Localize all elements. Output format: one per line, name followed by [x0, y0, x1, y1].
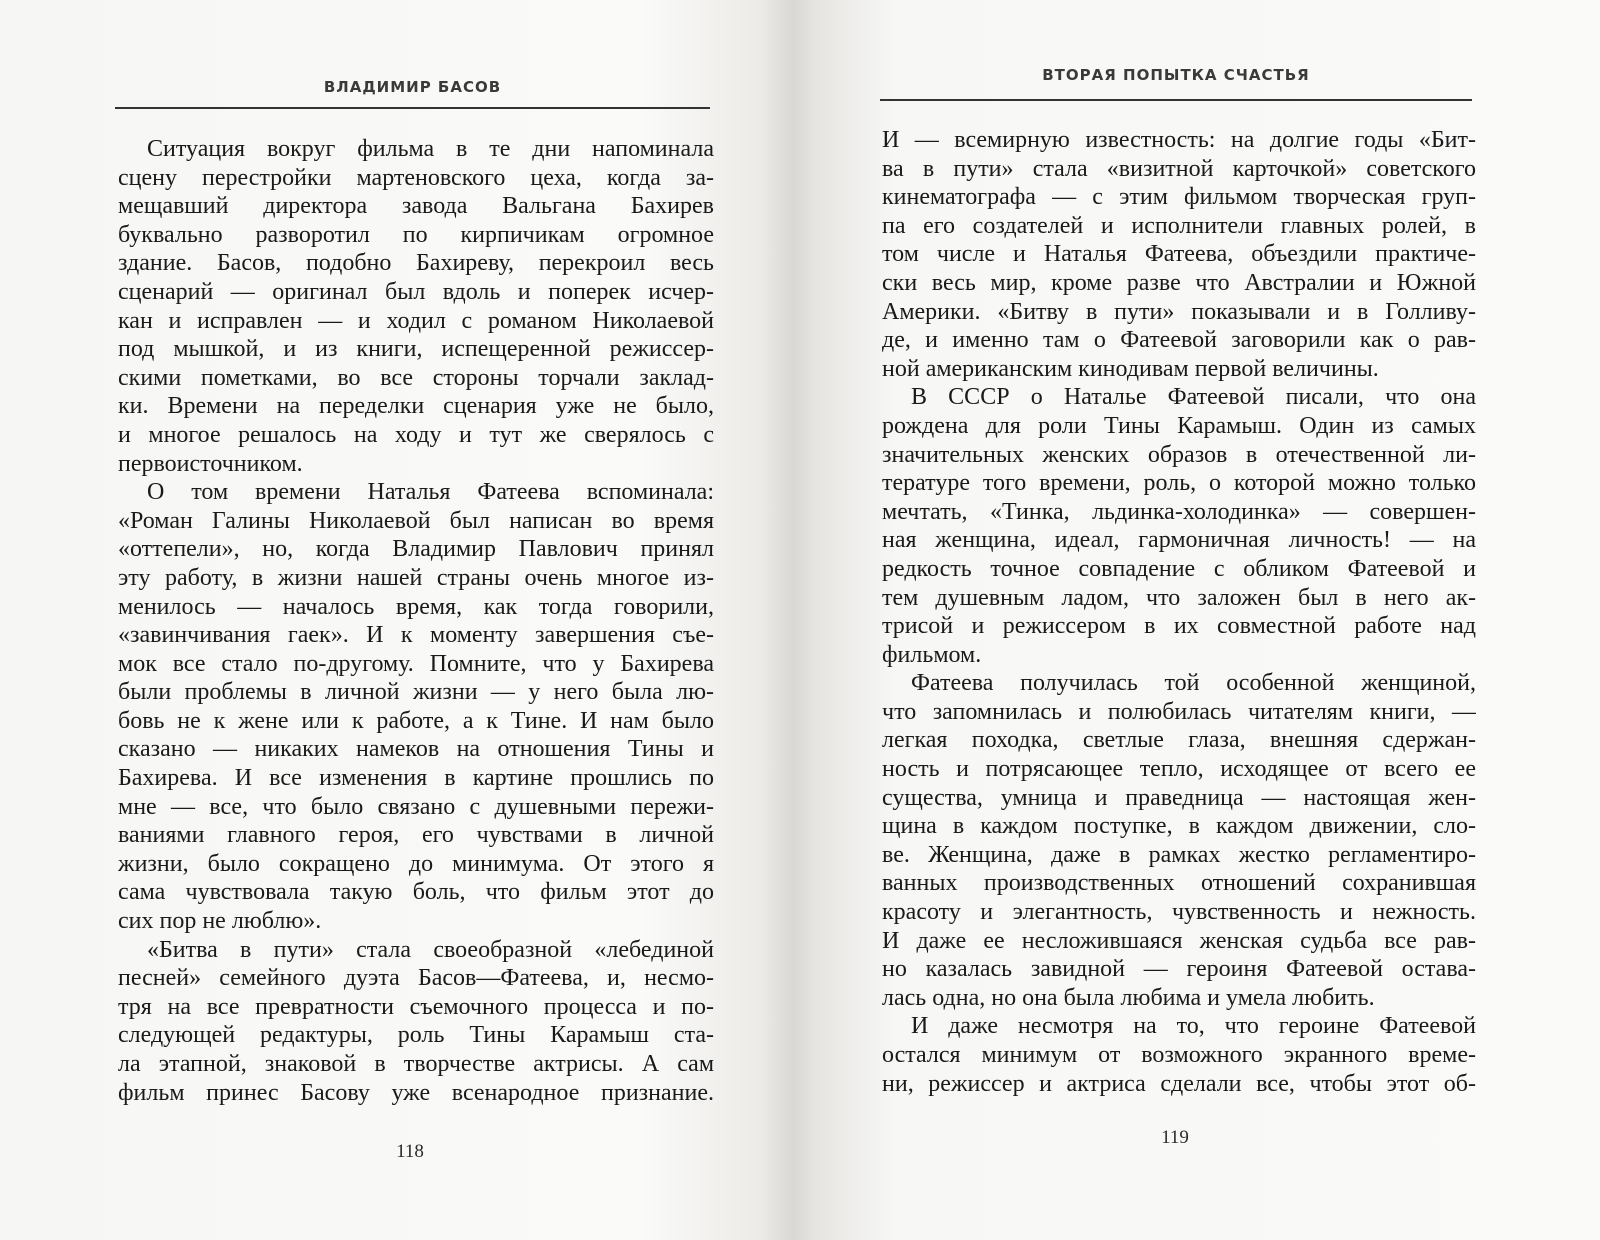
text-line: мечтать, «Тинка, льдинка-холодинка» — совершен-	[882, 498, 1476, 525]
text-line: остался минимум от возможного экранного време-	[882, 1042, 1476, 1068]
text-line: ванных производственных отношений сохранившая	[882, 870, 1476, 897]
text-line: «Битва в пути» стала своеобразной «лебединой	[147, 936, 714, 963]
text-line: па его создателей и исполнители главных ролей, в	[882, 212, 1476, 239]
body-text-left	[118, 135, 714, 1107]
text-line: первоисточником.	[118, 450, 303, 477]
text-line: скими пометками, во все стороны торчали заклад-	[118, 364, 714, 391]
text-line: менилось — началось время, как тогда говорили,	[118, 593, 714, 620]
text-line: тем душевным ладом, что заложен был в него ак-	[882, 584, 1476, 611]
text-line: существа, умница и праведница — настоящая жен-	[882, 784, 1476, 811]
text-line: ва в пути» стала «визитной карточкой» советского	[882, 155, 1476, 182]
text-line: под мышкой, и из книги, испещеренной режиссер-	[118, 336, 714, 363]
running-head-right: ВТОРАЯ ПОПЫТКА СЧАСТЬЯ	[1042, 66, 1310, 84]
text-line: ность и потрясающее тепло, исходящее от всего ее	[882, 756, 1476, 783]
text-line: фильмом.	[882, 641, 982, 668]
text-line: сцену перестройки мартеновского цеха, когда за-	[118, 164, 714, 191]
text-line: эту работу, в жизни нашей страны очень многое из-	[118, 564, 714, 591]
text-line: песней» семейного дуэта Басов—Фатеева, и, несмо-	[118, 965, 714, 992]
text-line: ной американским кинодивам первой величины.	[882, 355, 1379, 382]
text-line: ки. Времени на переделки сценария уже не было,	[118, 393, 714, 420]
header-rule-left	[115, 107, 710, 109]
text-line: фильм принес Басову уже всенародное признание.	[118, 1079, 714, 1106]
text-line: но казалась завидной — героиня Фатеевой остава-	[882, 956, 1476, 983]
text-line: бовь не к жене или к работе, а к Тине. И нам было	[118, 707, 714, 734]
text-line: Америки. «Битву в пути» показывали и в Голливу-	[882, 298, 1476, 325]
text-line: буквально разворотил по кирпичикам огромное	[118, 221, 714, 248]
text-line: ваниями главного героя, его чувствами в личной	[118, 822, 714, 849]
text-line: трисой и режиссером в их совместной работе над	[882, 613, 1476, 640]
text-line: В СССР о Наталье Фатеевой писали, что она	[911, 384, 1476, 411]
text-line: рождена для роли Тины Карамыш. Один из самых	[882, 412, 1476, 439]
text-line: кинематографа — с этим фильмом творческая груп-	[882, 184, 1476, 211]
text-line: тературе того времени, роль, о которой можно только	[882, 470, 1476, 497]
text-line: Бахирева. И все изменения в картине прошлись по	[118, 765, 714, 792]
header-rule-right	[880, 99, 1472, 101]
text-line: ная женщина, идеал, гармоничная личность! — на	[882, 527, 1476, 554]
text-line: О том времени Наталья Фатеева вспоминала:	[147, 479, 714, 506]
text-line: ла этапной, знаковой в творчестве актрисы. А сам	[118, 1051, 714, 1077]
page-number-left: 118	[396, 1141, 424, 1162]
text-line: тря на все превратности съемочного процесса и по-	[118, 993, 714, 1020]
right-page	[800, 0, 1600, 1240]
text-line: и многое решалось на ходу и тут же сверялось с	[118, 421, 714, 448]
text-line: следующей редактуры, роль Тины Карамыш ста-	[118, 1022, 714, 1049]
text-line: красоту и элегантность, чувственность и нежность.	[882, 899, 1476, 926]
text-line: легкая походка, светлые глаза, внешняя сдержан-	[882, 727, 1476, 754]
text-line: редкость точное совпадение с обликом Фатеевой и	[882, 555, 1476, 582]
text-line: Фатеева получилась той особенной женщиной,	[911, 670, 1476, 697]
text-line: что запомнилась и полюбилась читателям книги, —	[882, 698, 1476, 725]
page-number-right: 119	[1161, 1127, 1189, 1148]
text-line: сама чувствовала такую боль, что фильм этот до	[118, 879, 714, 906]
text-line: И — всемирную известность: на долгие годы «Бит-	[882, 127, 1476, 153]
text-line: значительных женских образов в отечественной ли-	[882, 441, 1476, 468]
text-line: сказано — никаких намеков на отношения Тины и	[118, 736, 714, 763]
text-line: сценарий — оригинал был вдоль и поперек исчер-	[118, 278, 714, 305]
text-line: Ситуация вокруг фильма в те дни напоминала	[147, 136, 714, 162]
text-line: том числе и Наталья Фатеева, объездили практиче-	[882, 241, 1476, 268]
text-line: «оттепели», но, когда Владимир Павлович принял	[118, 536, 714, 563]
text-line: лась одна, но она была любима и умела любить.	[882, 984, 1375, 1011]
text-line: «Роман Галины Николаевой был написан во время	[118, 507, 714, 534]
text-line: И даже ее несложившаяся женская судьба все рав-	[882, 927, 1476, 954]
text-line: были проблемы в личной жизни — у него была лю-	[118, 679, 714, 706]
text-line: сих пор не люблю».	[118, 908, 322, 935]
body-text-right	[882, 126, 1476, 1098]
text-line: «завинчивания гаек». И к моменту завершения съе-	[118, 622, 714, 649]
text-line: мещавший директора завода Вальгана Бахирев	[118, 193, 714, 220]
text-line: де, и именно там о Фатеевой заговорили как о рав-	[882, 327, 1476, 354]
text-line: мне — все, что было связано с душевными пережи-	[118, 793, 714, 820]
text-line: кан и исправлен — и ходил с романом Николаевой	[118, 307, 714, 334]
text-line: ни, режиссер и актриса сделали все, чтобы этот об-	[882, 1070, 1476, 1097]
running-head-left: ВЛАДИМИР БАСОВ	[323, 78, 502, 96]
text-line: щина в каждом поступке, в каждом движении, сло-	[882, 813, 1476, 840]
text-line: мок все стало по-другому. Помните, что у Бахирева	[118, 650, 714, 677]
text-line: здание. Басов, подобно Бахиреву, перекроил весь	[118, 250, 714, 277]
text-line: ски весь мир, кроме разве что Австралии и Южной	[882, 269, 1476, 296]
text-line: жизни, было сокращено до минимума. От этого я	[118, 850, 714, 877]
text-line: ве. Женщина, даже в рамках жестко регламентиро-	[882, 841, 1476, 868]
text-line: И даже несмотря на то, что героине Фатеевой	[911, 1013, 1476, 1040]
